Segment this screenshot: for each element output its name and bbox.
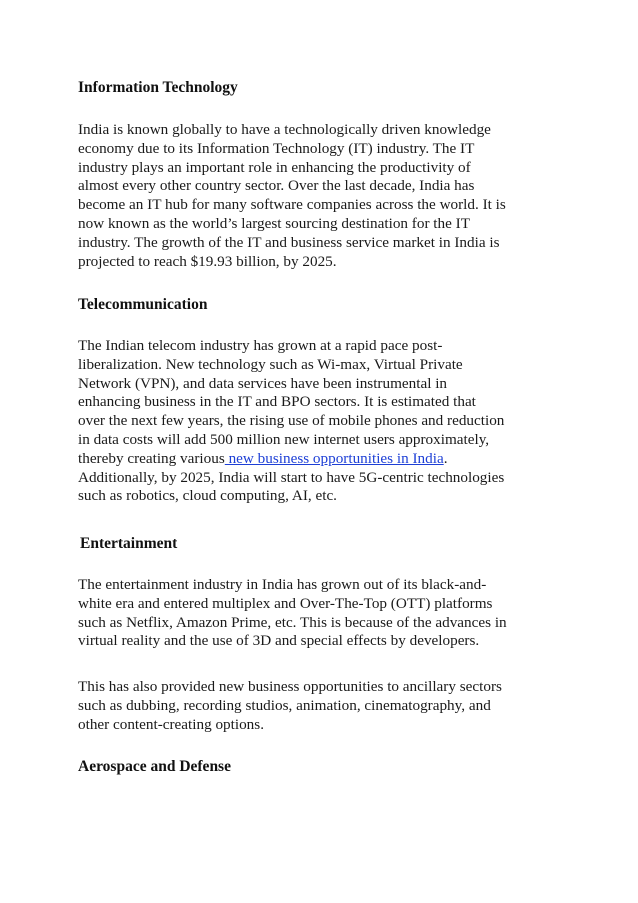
text-line: The Indian telecom industry has grown at a rapid pace post- xyxy=(78,337,443,354)
paragraph-information-technology xyxy=(78,121,506,271)
text-line: Network (VPN), and data services have been instrumental in xyxy=(78,374,448,392)
section-heading-aerospace-defense: Aerospace and Defense xyxy=(78,758,231,775)
text-line: such as dubbing, recording studios, animation, cinematography, and xyxy=(78,696,491,714)
text-line: economy due to its Information Technology (IT) industry. The IT xyxy=(78,139,475,157)
text-line: industry. The growth of the IT and business service market in India is xyxy=(78,233,500,251)
text-line: enhancing business in the IT and BPO sectors. It is estimated that xyxy=(78,393,476,411)
text-line: India is known globally to have a technologically driven knowledge xyxy=(78,121,491,138)
section-heading-information-technology: Information Technology xyxy=(78,79,238,96)
text-line: Additionally, by 2025, India will start to have 5G-centric technologies xyxy=(78,468,505,486)
text-line: industry plays an important role in enhancing the productivity of xyxy=(78,158,471,176)
text-line: such as Netflix, Amazon Prime, etc. This is because of the advances in xyxy=(78,613,507,631)
text-line: in data costs will add 500 million new internet users approximately, xyxy=(78,430,490,448)
business-opportunities-link[interactable]: new business opportunities in India xyxy=(224,449,444,467)
link-line-prefix: thereby creating various xyxy=(78,449,225,467)
text-line: such as robotics, cloud computing, AI, etc. xyxy=(78,487,337,505)
section-heading-entertainment: Entertainment xyxy=(80,535,178,552)
text-line-with-link xyxy=(78,450,504,469)
link-line-suffix: . xyxy=(443,449,448,467)
paragraph-entertainment-2 xyxy=(78,678,502,734)
paragraph-telecommunication xyxy=(78,337,504,506)
text-line: This has also provided new business opportunities to ancillary sectors xyxy=(78,678,502,695)
text-line: virtual reality and the use of 3D and special effects by developers. xyxy=(78,632,480,650)
text-line: become an IT hub for many software companies across the world. It is xyxy=(78,196,506,214)
text-line: over the next few years, the rising use of mobile phones and reduction xyxy=(78,412,505,430)
text-line: white era and entered multiplex and Over-The-Top (OTT) platforms xyxy=(78,594,493,612)
text-line: now known as the world’s largest sourcing destination for the IT xyxy=(78,214,470,232)
text-line: other content-creating options. xyxy=(78,715,264,733)
text-line: liberalization. New technology such as Wi-max, Virtual Private xyxy=(78,355,463,373)
text-line: projected to reach $19.93 billion, by 2025. xyxy=(78,252,337,270)
text-line: almost every other country sector. Over the last decade, India has xyxy=(78,177,475,195)
section-heading-telecommunication: Telecommunication xyxy=(78,296,208,313)
paragraph-entertainment-1 xyxy=(78,576,507,651)
text-line: The entertainment industry in India has grown out of its black-and- xyxy=(78,576,487,593)
